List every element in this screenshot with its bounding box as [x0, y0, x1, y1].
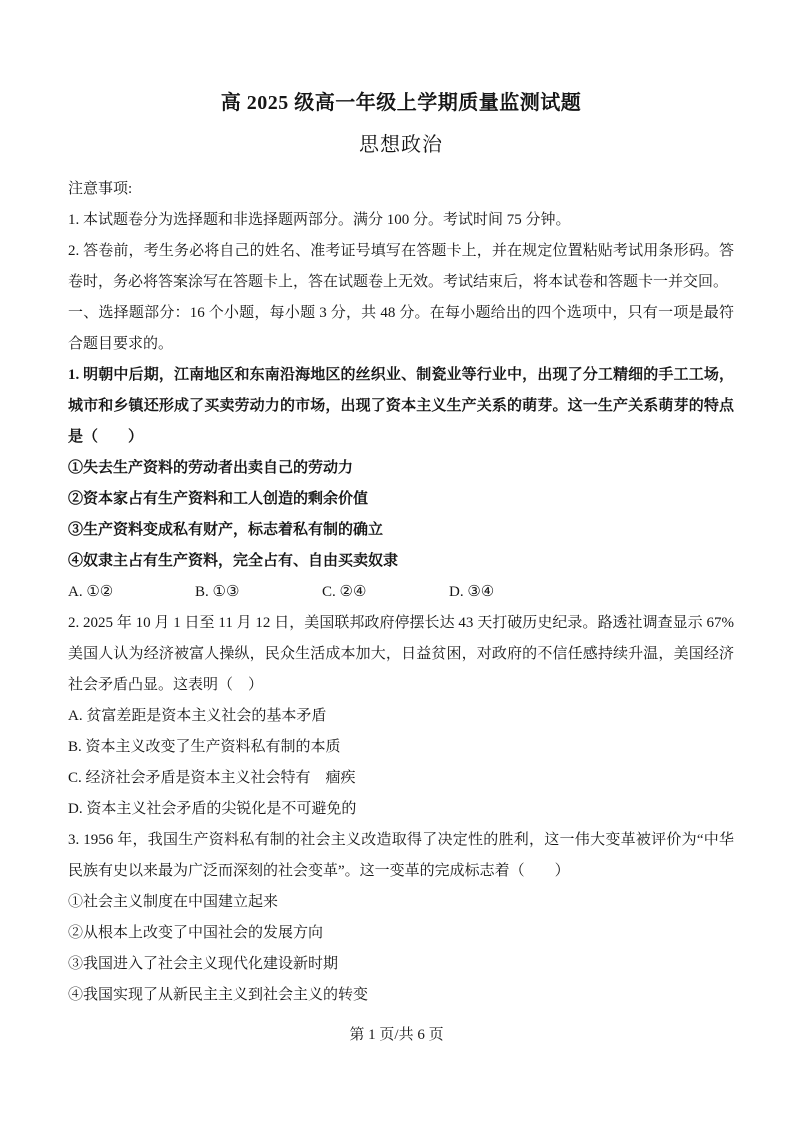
question-2-choice-d: D. 资本主义社会矛盾的尖锐化是不可避免的: [68, 801, 357, 817]
question-3-option-2: ②从根本上改变了中国社会的发展方向: [68, 925, 324, 941]
question-1-choice-d: D. ③④: [449, 584, 495, 600]
page-subtitle: 思想政治: [359, 134, 443, 156]
notice-item-1: 1. 本试题卷分为选择题和非选择题两部分。满分 100 分。考试时间 75 分钟。: [68, 212, 571, 228]
page-body: [68, 174, 750, 1011]
page-content: [68, 88, 750, 1011]
question-3: [68, 825, 734, 1011]
question-1-choice-a: A. ①②: [68, 584, 114, 600]
question-3-stem: 3. 1956 年，我国生产资料私有制的社会主义改造取得了决定性的胜利，这一伟大变革被评价为“中华民族有史以来最为广泛而深刻的社会变革”。这一变革的完成标志着（ ）: [68, 832, 734, 879]
question-3-option-3: ③我国进入了社会主义现代化建设新时期: [68, 956, 339, 972]
question-1-option-3: ③生产资料变成私有财产，标志着私有制的确立: [68, 522, 384, 538]
question-2-choice-c: C. 经济社会矛盾是资本主义社会特有 痼疾: [68, 770, 356, 786]
notice-heading: 注意事项:: [68, 181, 133, 197]
question-1: [68, 360, 734, 608]
question-1-choice-c: C. ②④: [322, 584, 367, 600]
question-2-choice-b: B. 资本主义改变了生产资料私有制的本质: [68, 739, 341, 755]
question-2: [68, 608, 750, 825]
section-heading: 一、选择题部分：16 个小题，每小题 3 分，共 48 分。在每小题给出的四个选项中，只有一项是最符合题目要求的。: [68, 305, 734, 352]
question-2-stem: 2. 2025 年 10 月 1 日至 11 月 12 日，美国联邦政府停摆长达 43 天打破历史纪录。路透社调查显示 67% 美国人认为经济被富人操纵，民众生活成本加大，日益贫困，对政府的不信任感持续升温，美国经济社会矛盾凸显。这表明（ ）: [68, 615, 750, 693]
page-title: 高 2025 级高一年级上学期质量监测试题: [220, 92, 582, 114]
page-number: 第 1 页/共 6 页: [349, 1027, 444, 1043]
question-1-option-4: ④奴隶主占有生产资料，完全占有、自由买卖奴隶: [68, 553, 399, 569]
question-3-option-1: ①社会主义制度在中国建立起来: [68, 894, 279, 910]
question-3-option-4: ④我国实现了从新民主主义到社会主义的转变: [68, 987, 369, 1003]
question-1-stem: 1. 明朝中后期，江南地区和东南沿海地区的丝织业、制瓷业等行业中，出现了分工精细的手工工场，城市和乡镇还形成了买卖劳动力的市场，出现了资本主义生产关系的萌芽。这一生产关系萌芽的特点是（ ）: [68, 367, 734, 445]
question-1-option-1: ①失去生产资料的劳动者出卖自己的劳动力: [68, 460, 354, 476]
question-2-choice-a: A. 贫富差距是资本主义社会的基本矛盾: [68, 708, 327, 724]
question-1-choice-row: [68, 577, 734, 608]
question-1-choice-b: B. ①③: [195, 584, 240, 600]
notice-item-2: 2. 答卷前，考生务必将自己的姓名、准考证号填写在答题卡上，并在规定位置粘贴考试用条形码。答卷时，务必将答案涂写在答题卡上，答在试题卷上无效。考试结束后，将本试卷和答题卡一并交回。: [68, 243, 734, 290]
question-1-option-2: ②资本家占有生产资料和工人创造的剩余价值: [68, 491, 369, 507]
